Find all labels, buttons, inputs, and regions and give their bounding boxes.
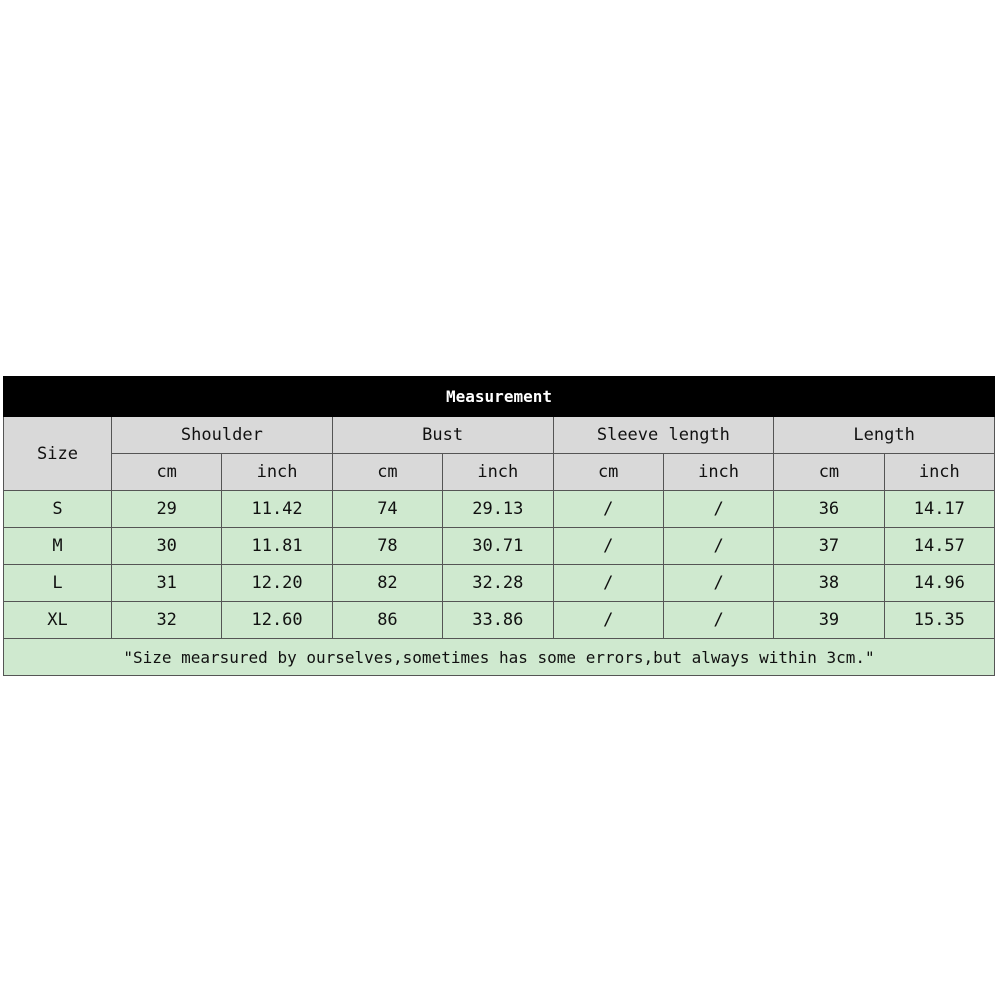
unit-header-row (4, 454, 995, 491)
table-cell: 31 (112, 565, 222, 602)
table-cell: 86 (332, 602, 442, 639)
table-cell: / (663, 602, 773, 639)
table-cell: 14.17 (884, 491, 994, 528)
table-cell: 11.81 (222, 528, 332, 565)
table-cell: 29 (112, 491, 222, 528)
table-cell: / (553, 602, 663, 639)
table-cell: 12.60 (222, 602, 332, 639)
unit-header: inch (884, 454, 994, 491)
table-cell: 29.13 (443, 491, 553, 528)
size-cell: L (4, 565, 112, 602)
unit-header: inch (443, 454, 553, 491)
group-header-bust: Bust (332, 417, 553, 454)
table-cell: / (663, 565, 773, 602)
table-row (4, 528, 995, 565)
table-row (4, 565, 995, 602)
table-cell: / (663, 528, 773, 565)
table-cell: / (663, 491, 773, 528)
table-cell: / (553, 528, 663, 565)
table-cell: 38 (774, 565, 884, 602)
note-row (4, 639, 995, 676)
table-cell: 78 (332, 528, 442, 565)
unit-header: cm (774, 454, 884, 491)
size-cell: XL (4, 602, 112, 639)
table-cell: 15.35 (884, 602, 994, 639)
group-header-row (4, 417, 995, 454)
table-cell: 14.96 (884, 565, 994, 602)
table-cell: 12.20 (222, 565, 332, 602)
table-row (4, 491, 995, 528)
table-cell: 74 (332, 491, 442, 528)
unit-header: inch (222, 454, 332, 491)
measurement-note: "Size mearsured by ourselves,sometimes has some errors,but always within 3cm." (4, 639, 995, 676)
table-cell: 39 (774, 602, 884, 639)
chart-title: Measurement (4, 377, 995, 417)
group-header-shoulder: Shoulder (112, 417, 333, 454)
table-cell: 32.28 (443, 565, 553, 602)
table-cell: / (553, 565, 663, 602)
size-cell: S (4, 491, 112, 528)
table-cell: 37 (774, 528, 884, 565)
unit-header: cm (112, 454, 222, 491)
size-chart-table (3, 376, 995, 676)
table-row (4, 602, 995, 639)
table-cell: 33.86 (443, 602, 553, 639)
table-cell: 11.42 (222, 491, 332, 528)
table-cell: 14.57 (884, 528, 994, 565)
unit-header: inch (663, 454, 773, 491)
table-cell: 36 (774, 491, 884, 528)
unit-header: cm (553, 454, 663, 491)
table-cell: 30.71 (443, 528, 553, 565)
group-header-length: Length (774, 417, 995, 454)
unit-header: cm (332, 454, 442, 491)
size-header: Size (4, 417, 112, 491)
title-row (4, 377, 995, 417)
table-cell: 82 (332, 565, 442, 602)
size-cell: M (4, 528, 112, 565)
table-cell: 32 (112, 602, 222, 639)
table-cell: 30 (112, 528, 222, 565)
group-header-sleeve-length: Sleeve length (553, 417, 774, 454)
table-cell: / (553, 491, 663, 528)
